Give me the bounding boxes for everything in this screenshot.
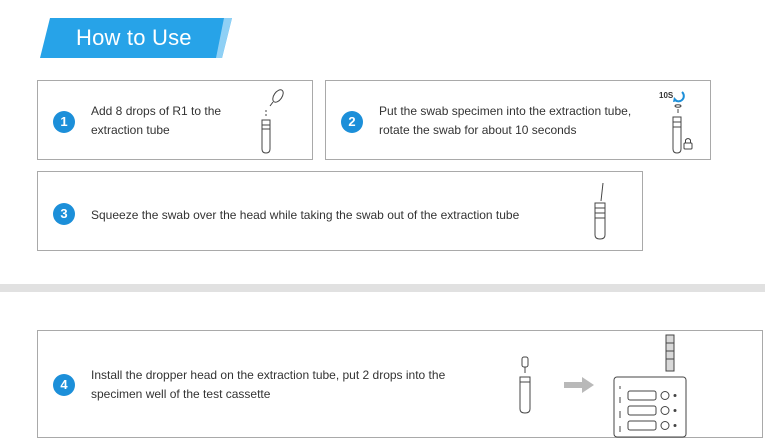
step-card-4 — [37, 330, 763, 438]
dropper-tube-icon — [256, 85, 296, 155]
cassette-icon — [608, 331, 708, 439]
timer-label: 10S — [659, 91, 674, 100]
step-number-badge: 2 — [341, 111, 363, 133]
step-text: Put the swab specimen into the extraction tube, rotate the swab for about 10 seconds — [379, 104, 632, 137]
step-card-3 — [37, 171, 643, 251]
swab-rotate-icon — [666, 87, 706, 157]
step-text: Install the dropper head on the extraction tube, put 2 drops into the specimen well of the test cassette — [91, 368, 446, 401]
step-text: Add 8 drops of R1 to the extraction tube — [91, 104, 222, 137]
how-to-use-banner — [40, 18, 232, 58]
swab-squeeze-icon — [588, 177, 618, 247]
page-title: How to Use — [76, 25, 192, 50]
step-number-badge: 4 — [53, 374, 75, 396]
step-card-2 — [325, 80, 711, 160]
dropper-tube-icon — [514, 353, 538, 433]
section-divider — [0, 284, 765, 292]
step-card-1 — [37, 80, 313, 160]
step-number-badge: 3 — [53, 203, 75, 225]
arrow-right-icon — [562, 375, 598, 395]
step-number-badge: 1 — [53, 111, 75, 133]
step-text: Squeeze the swab over the head while taking the swab out of the extraction tube — [91, 208, 520, 222]
